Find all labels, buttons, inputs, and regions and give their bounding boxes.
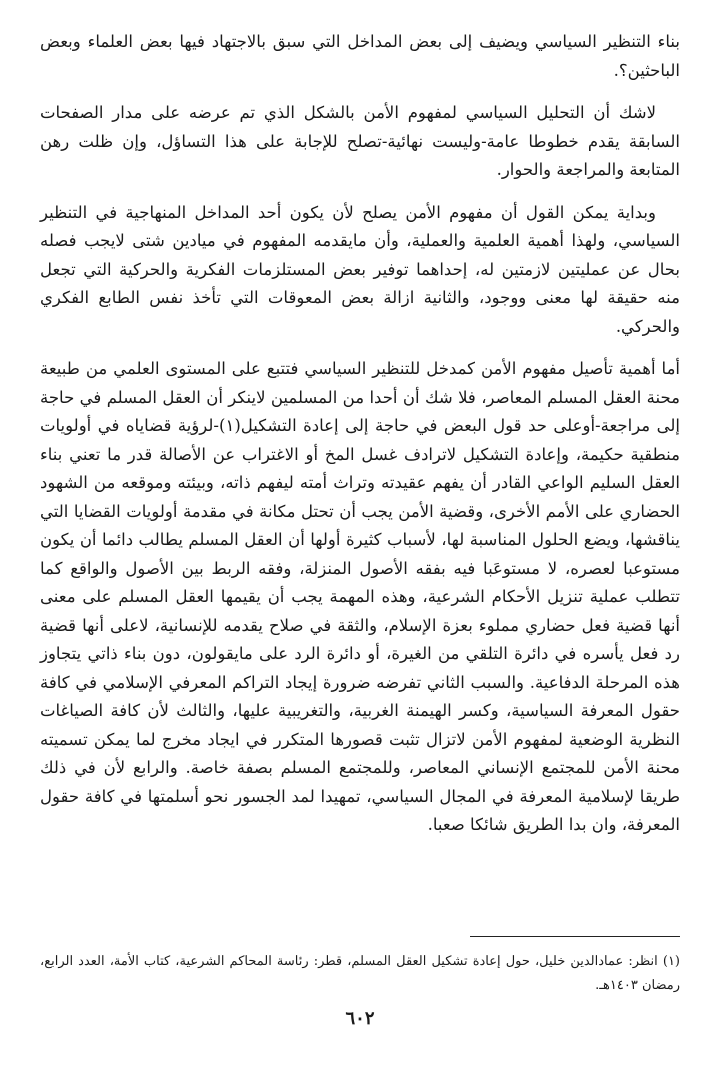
paragraph-continuation: بناء التنظير السياسي ويضيف إلى بعض المداخل التي سبق بالاجتهاد فيها بعض العلماء وبعض الباحثين؟. [40,32,680,80]
paragraph-security-analysis: لاشك أن التحليل السياسي لمفهوم الأمن بالشكل الذي تم عرضه على مدار الصفحات السابقة يقدم خطوطا عامة-وليست نهائية-تصلح للإجابة على هذا التساؤل، وإن ظلت رهن المتابعة والمراجعة والحوار. [40,103,680,179]
footnote-divider [470,936,680,937]
paragraph-importance: أما أهمية تأصيل مفهوم الأمن كمدخل للتنظير السياسي فتتبع على المستوى العلمي من طبيعة محنة العقل المسلم المعاصر، فلا شك أن أحدا من المسلمين لاينكر أن العقل المسلم في حاجة إلى مراجعة-أوعلى حد قول البعض في حاجة إلى إعادة التشكيل(١)-لرؤية قضاياه في أولويات منطقية حكيمة، وإعادة التشكيل لاترادف غسل المخ أو الاغتراب عن الأصالة قدر ما تعني بناء العقل السليم الواعي القادر أن يفهم عقيدته وتراث أمته ليفهم ذاته، وبيئته وموقعه من الشهود الحضاري على الأمم الأخرى، وقضية الأمن يجب أن تحتل مكانة في مقدمة أولويات القضايا التي يناقشها، ويضع الحلول المناسبة لها، لأسباب كثيرة أولها أن العقل المسلم يطالب دائما أن يكون مستوعبا لعصره، لا مستوعَبا فيه بفقه الأصول المنزلة، وفقه الربط بين الأصول والواقع كما تتطلب عملية تنزيل الأحكام الشرعية، وهذه المهمة يجب أن يقيمها العقل المسلم على معنى أنها قضية فعل حضاري مملوء بعزة الإسلام، والثقة في صلاح يقدمه للإنسانية، لاعلى أنها قضية رد فعل يأسره في دائرة التلقي من الغيرة، أو دائرة الرد على مايقولون، دون بناء ذاتي يتجاوز هذه المرحلة الدفاعية. والسبب الثاني تفرضه ضرورة إيجاد التراكم المعرفي الإسلامي في كافة حقول المعرفة السياسية، وكسر الهيمنة الغربية، والتغريبية عليها، والثالث لأن كافة الصياغات النظرية الوضعية لمفهوم الأمن لاتزال تثبت قصورها المتكرر في ايجاد مخرج لما يمكن تسميته محنة الأمن للمجتمع الإنساني المعاصر، وللمجتمع المسلم بصفة خاصة. والرابع لأن في ذلك طريقا لإسلامية المعرفة في المجال السياسي، تمهيدا لمد الجسور نحو أسلمتها في كافة حقول المعرفة، وان بدا الطريق شائكا صعبا. [40,359,681,834]
page-body [40,28,680,854]
footnote: (١) انظر: عمادالدين خليل، حول إعادة تشكيل العقل المسلم، قطر: رئاسة المحاكم الشرعية، كتاب الأمة، العدد الرابع، رمضان ١٤٠٣هـ. [40,954,680,993]
page-number: ٦٠٢ [345,1008,375,1029]
paragraph-methodological-entry: وبداية يمكن القول أن مفهوم الأمن يصلح لأن يكون أحد المداخل المنهاجية في التنظير السياسي، ولهذا أهمية العلمية والعملية، وأن مايقدمه المفهوم في ميادين شتى لايجب فصله بحال عن عمليتين لازمتين له، إحداهما توفير بعض المستلزمات الفكرية والحركية التي تجعل منه حقيقة لها معنى ووجود، والثانية ازالة بعض المعوقات التي تأخذ نفس الطابع الفكري والحركي. [40,202,680,336]
